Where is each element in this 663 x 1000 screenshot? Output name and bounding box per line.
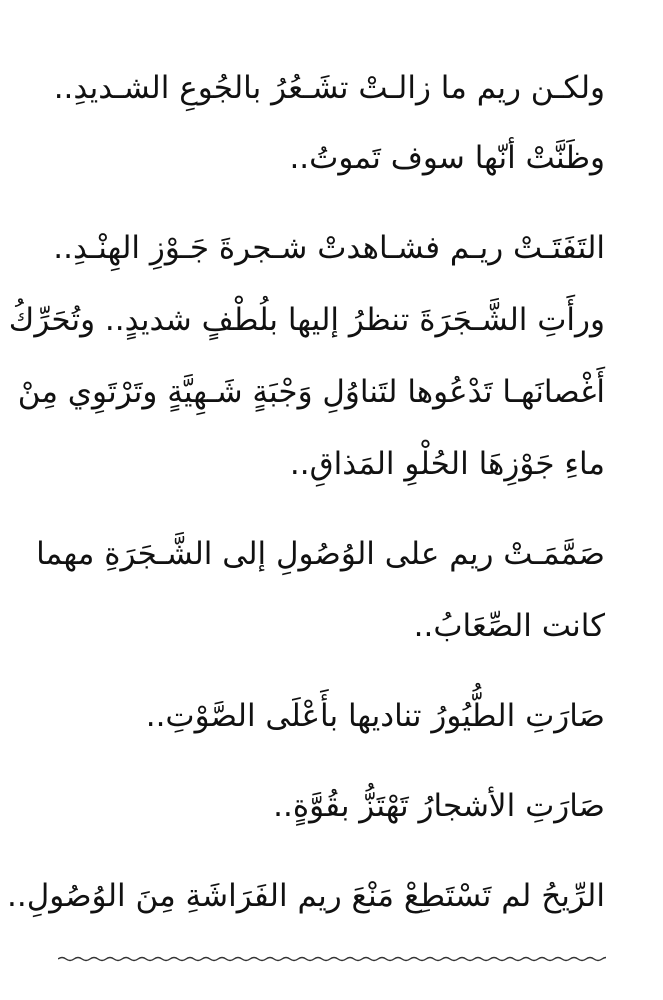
text-line: ماءِ جَوْزِهَا الحُلْوِ المَذاقِ.. xyxy=(289,446,605,482)
wavy-line-icon xyxy=(58,952,606,966)
text-line: ولكـن ريم ما زالـتْ تشَـعُرُ بالجُوعِ الشـديدِ.. xyxy=(53,70,605,106)
text-line: كانت الصِّعَابُ.. xyxy=(413,608,605,644)
text-line: صَارَتِ الطُّيُورُ تناديها بأَعْلَى الصَّوْتِ.. xyxy=(145,698,605,734)
text-line: أَغْصانَهـا تَدْعُوها لتَناوُلِ وَجْبَةٍ شَـهِيَّةٍ وتَرْتَوِي مِنْ xyxy=(17,374,605,410)
text-line: ورأَتِ الشَّـجَرَةَ تنظرُ إليها بلُطْفٍ شديدٍ.. وتُحَرِّكُ xyxy=(8,302,605,338)
text-line: صَمَّمَـتْ ريم على الوُصُولِ إلى الشَّـجَرَةِ مهما xyxy=(36,536,605,572)
text-line: الرِّيحُ لم تَسْتَطِعْ مَنْعَ ريم الفَرَاشَةِ مِنَ الوُصُولِ.. xyxy=(6,878,605,914)
text-line: التَفَتَـتْ ريـم فشـاهدتْ شـجرةَ جَـوْزِ الهِنْـدِ.. xyxy=(53,230,605,266)
text-line: وظَنَّتْ أنّها سوف تَموتُ.. xyxy=(289,140,605,176)
text-line: صَارَتِ الأشجارُ تَهْتَزُّ بقُوَّةٍ.. xyxy=(273,788,605,824)
